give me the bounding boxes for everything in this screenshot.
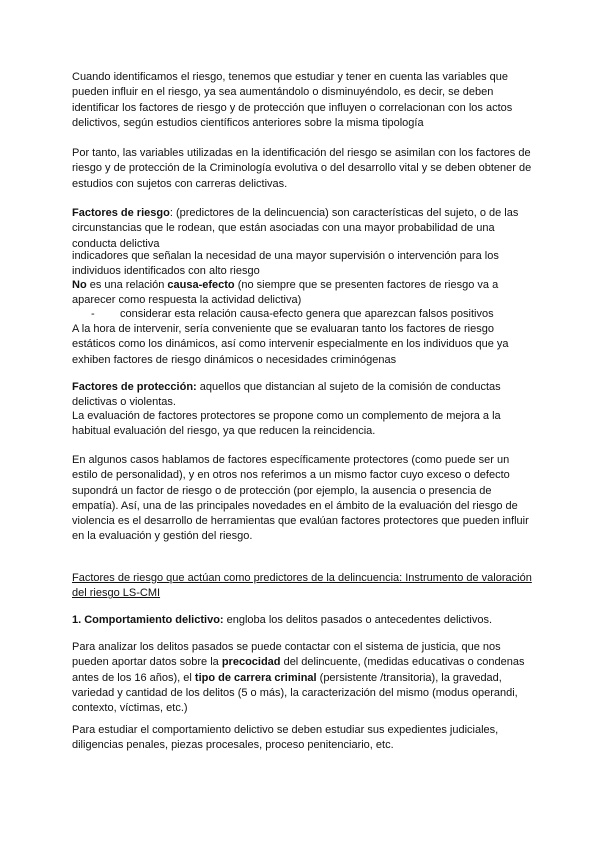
bullet-text: considerar esta relación causa-efecto genera que aparezcan falsos positivos <box>120 308 494 320</box>
item-criminal-behavior <box>72 613 534 628</box>
paragraph-variables: Por tanto, las variables utilizadas en la identificación del riesgo se asimilan con los factores de riesgo y de protección de la Criminología evolutiva o del desarrollo vital y se deben obtener de estudios con sujetos con carreras delictivas. <box>72 147 532 190</box>
paragraph-risk-indicators: indicadores que señalan la necesidad de una mayor supervisión o intervención para los individuos identificados con alto riesgo <box>72 250 499 278</box>
paragraph-not-cause-effect <box>72 278 534 309</box>
paragraph-specific-cases: En algunos casos hablamos de factores específicamente protectores (como puede ser un estilo de personalidad), y en otros nos referimos a un mismo factor cuyo exceso o defecto supondrá un factor de riesgo o de protección (por ejemplo, la ausencia o presencia de empatía). Así, una de las principales novedades en el ámbito de la evaluación del riesgo de violencia es el desarrollo de herramientas que evalúan factores protectores que pueden influir en la evaluación y gestión del riesgo. <box>72 454 529 543</box>
no-mid-text: es una relación <box>86 279 168 291</box>
career-type-term: tipo de carrera criminal <box>194 671 317 684</box>
paragraph-protective-evaluation: La evaluación de factores protectores se propone como un complemento de mejora a la habitual evaluación del riesgo, ya que reducen la reincidencia. <box>72 410 501 438</box>
no-term: No <box>72 279 87 291</box>
no-rest-text: (no siempre que se presenten factores de riesgo va a aparecer como respuesta la actividad delictiva) <box>72 279 499 307</box>
analyze-text-e: (persistente /transitoria), la gravedad, variedad y cantidad de los delitos (5 o más), la caracterización del mismo (modus operandi, contexto, víctimas, etc.) <box>72 671 518 715</box>
bullet-dash: - <box>91 308 95 320</box>
precocity-term: precocidad <box>221 656 281 669</box>
item-criminal-behavior-text: engloba los delitos pasados o antecedentes delictivos. <box>223 614 493 626</box>
item-criminal-behavior-title: 1. Comportamiento delictivo: <box>72 614 224 626</box>
protective-factors-definition: aquellos que distancian al sujeto de la comisión de conductas delictivas o violentas. <box>72 381 501 409</box>
paragraph-intervene: A la hora de intervenir, sería conveniente que se evaluaran tanto los factores de riesgo estáticos como los dinámicos, así como intervenir especialmente en los individuos que ya exhiben factores de riesgo dinámicos o necesidades criminógenas <box>72 323 509 366</box>
analyze-text-c: del delincuente, (medidas educativas o condenas antes de los 16 años), el <box>72 656 525 684</box>
paragraph-analyze-crimes <box>72 640 534 716</box>
section-heading-ls-cmi: Factores de riesgo que actúan como predictores de la delincuencia: Instrumento de valoración del riesgo LS-CMI <box>72 572 532 600</box>
protective-factors-term: Factores de protección: <box>72 381 197 393</box>
bullet-false-positives <box>72 307 534 322</box>
risk-factors-term: Factores de riesgo <box>72 207 170 219</box>
paragraph-identify-risk: Cuando identificamos el riesgo, tenemos que estudiar y tener en cuenta las variables que pueden influir en el riesgo, ya sea aumentándolo o disminuyéndolo, es decir, se deben identificar los factores de riesgo y de protección que influyen o correlacionan con los actos delictivos, según estudios científicos anteriores sobre la misma tipología <box>72 71 513 129</box>
risk-factors-definition: : (predictores de la delincuencia) son características del sujeto, o de las circunstancias que le rodean, que están asociadas con una mayor probabilidad de una conducta delictiva <box>72 207 519 250</box>
paragraph-study-records: Para estudiar el comportamiento delictivo se deben estudiar sus expedientes judiciales, diligencias penales, piezas procesales, proceso penitenciario, etc. <box>72 724 499 752</box>
cause-effect-term: causa-efecto <box>167 279 235 291</box>
paragraph-protective-factors-def <box>72 380 534 411</box>
analyze-text-a: Para analizar los delitos pasados se puede contactar con el sistema de justicia, que nos pueden aportar datos sobre la <box>72 641 501 669</box>
paragraph-risk-factors-def <box>72 206 534 252</box>
